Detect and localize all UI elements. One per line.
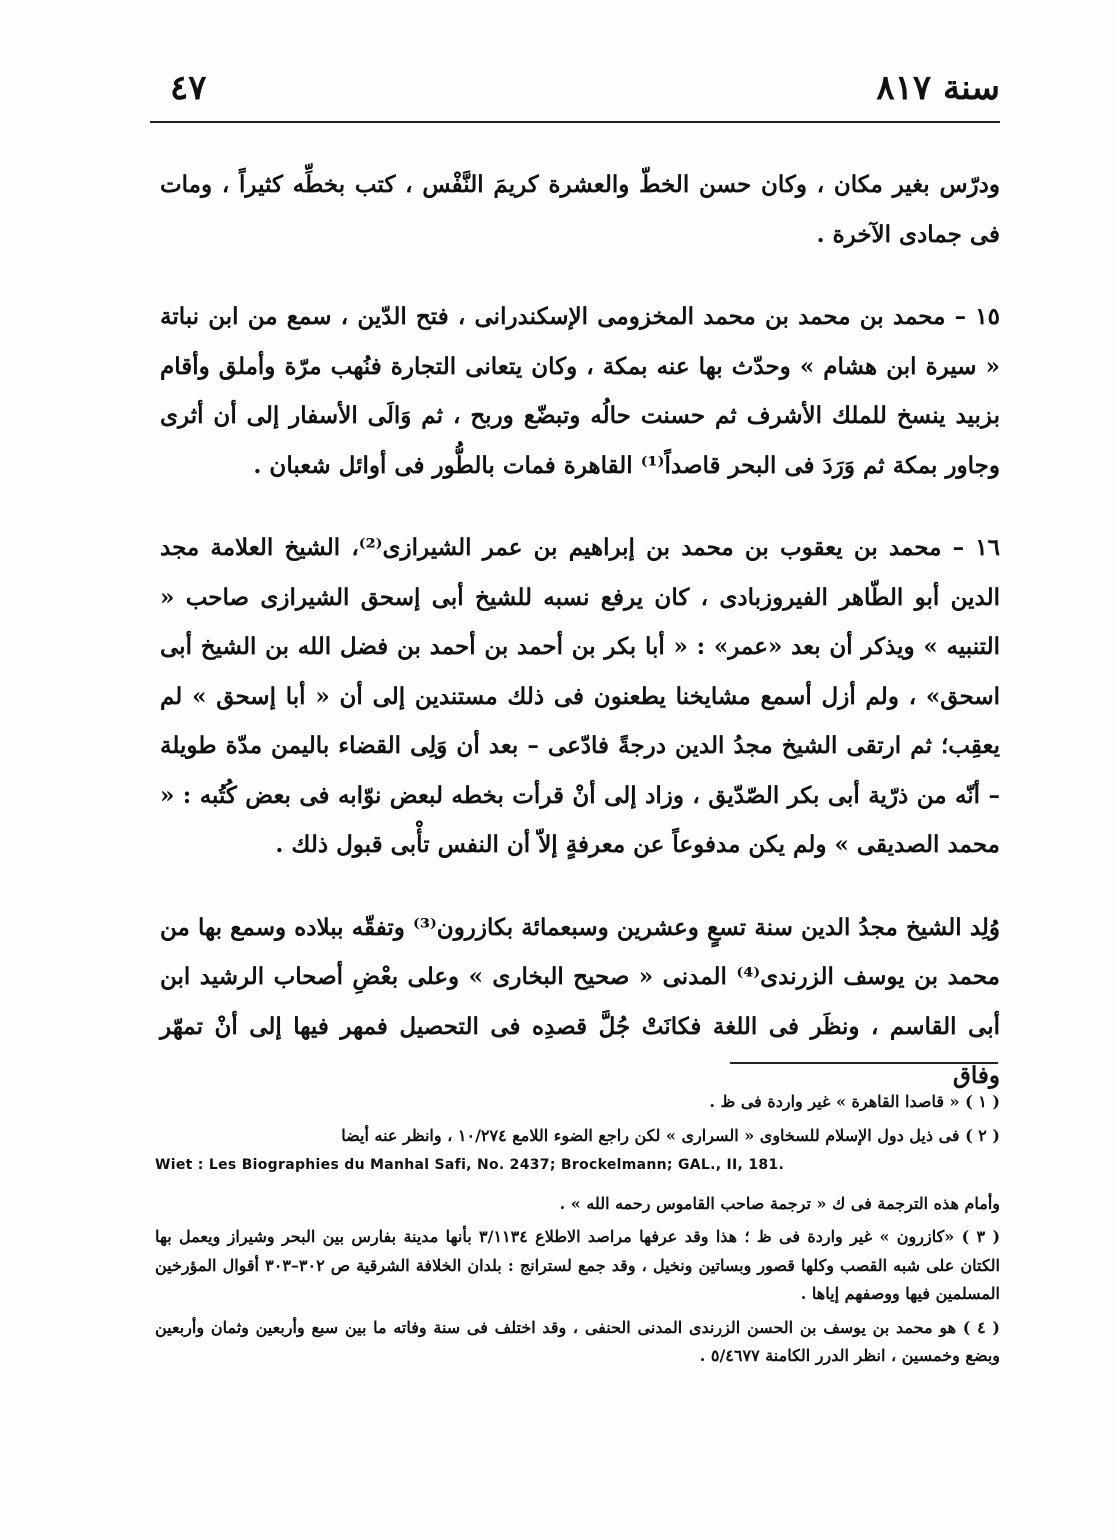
main-text [160,160,1000,1134]
entry-16-continued: وُلِد الشيخ مجدُ الدين سنة تسعٍ وعشرين وسبعمائة بكازرون⁽³⁾ وتفقّه ببلاده وسمع بها من محمد بن يوسف الزرندى⁽⁴⁾ المدنى « صحيح البخارى » وعلى بعْضِ أصحاب الرشيد ابن أبى القاسم ، ونظَر فى اللغة فكانَتْ جُلَّ قصدِه فى التحصيل فمهر فيها إلى أنْ تمهّر وفاق [160,913,1001,1089]
footnote-1: ( ١ ) « قاصدا القاهرة » غير واردة فى ظ . [709,1092,1000,1111]
footnote-4: ( ٤ ) هو محمد بن يوسف بن الحسن الزرندى المدنى الحنفى ، وقد اختلف فى سنة وفاته ما بين سبع وأربعين وثمان وأربعين وبضع وخمسين ، انظر الدرر الكامنة ٥/٤٦٧٧ . [155,1317,1001,1365]
footnote-3: ( ٣ ) «كازرون » غير واردة فى ظ ؛ هذا وقد عرفها مراصد الاطلاع ٣/١١٣٤ بأنها مدينة بفارس بين البحر وشيراز ويعمل بها الكتان على شبه القصب وكلها قصور وبساتين ونخيل ، وقد جمع لسترانج : بلدان الخلافة الشرقية ص ٣٠٢–٣٠٣ أقوال المؤرخين المسلمين فيها ووصفهم إياها . [155,1227,1001,1303]
footnote-2-latin-reference: Wiet : Les Biographies du Manhal Safi, No. 2437; Brockelmann; GAL., II, 181. [155,1157,785,1173]
entry-16: ١٦ – محمد بن يعقوب بن محمد بن إبراهيم بن عمر الشيرازى⁽²⁾، الشيخ العلامة مجد الدين أبو الطّاهر الفيروزبادى ، كان يرفع نسبه للشيخ أبى إسحق الشيرازى صاحب « التنبيه » ويذكر أن بعد «عمر» : « أبا بكر بن أحمد بن أحمد بن فضل الله بن الشيخ أبى اسحق» ، ولم أزل أسمع مشايخنا يطعنون فى ذلك مستندين إلى أن « أبا إسحق » لم يعقِب؛ ثم ارتقى الشيخ مجدُ الدين درجةً فادّعى – بعد أن وَلِى القضاء باليمن مدّة طويلة – أنّه من ذرّية أبى بكر الصّدّيق ، وزاد إلى أنْ قرأت بخطه لبعض نوّابه فى بعض كُتُبه : « محمد الصديقى » ولم يكن مدفوعاً عن معرفةٍ إلاّ أن النفس تأْبى قبول ذلك . [160,534,1000,858]
running-head-year: سنة ٨١٧ [876,68,1000,108]
header-rule [150,121,1000,123]
footnote-2: ( ٢ ) فى ذيل دول الإسلام للسخاوى « السرارى » لكن راجع الضوء اللامع ١٠/٢٧٤ ، وانظر عنه أيضا [341,1125,1000,1145]
entry-15: ١٥ – محمد بن محمد بن محمد المخزومى الإسكندرانى ، فتح الدّين ، سمع من ابن نباتة « سيرة ابن هشام » وحدّث بها عنه بمكة ، وكان يتعانى التجارة فنُهب مرّة وأملق وأقام بزبيد ينسخ للملك الأشرف ثم حسنت حالُه وتبضّع وربح ، ثم وَالَى الأسفار إلى أن أثرى وجاور بمكة ثم وَرَدَ فى البحر قاصداً⁽¹⁾ القاهرة فمات بالطُّور فى أوائل شعبان . [160,303,1000,479]
footnote-rule [730,1062,998,1064]
paragraph-continuation: ودرّس بغير مكان ، وكان حسن الخطّ والعشرة كريمَ النَّفْس ، كتب بخطِّه كثيراً ، ومات فى جمادى الآخرة . [160,171,1000,248]
page-number: ٤٧ [170,68,207,108]
running-head [150,68,1000,112]
footnote-2-continued: وأمام هذه الترجمة فى ك « ترجمة صاحب القاموس رحمه الله » . [559,1193,1000,1213]
footnotes [155,1088,1000,1376]
